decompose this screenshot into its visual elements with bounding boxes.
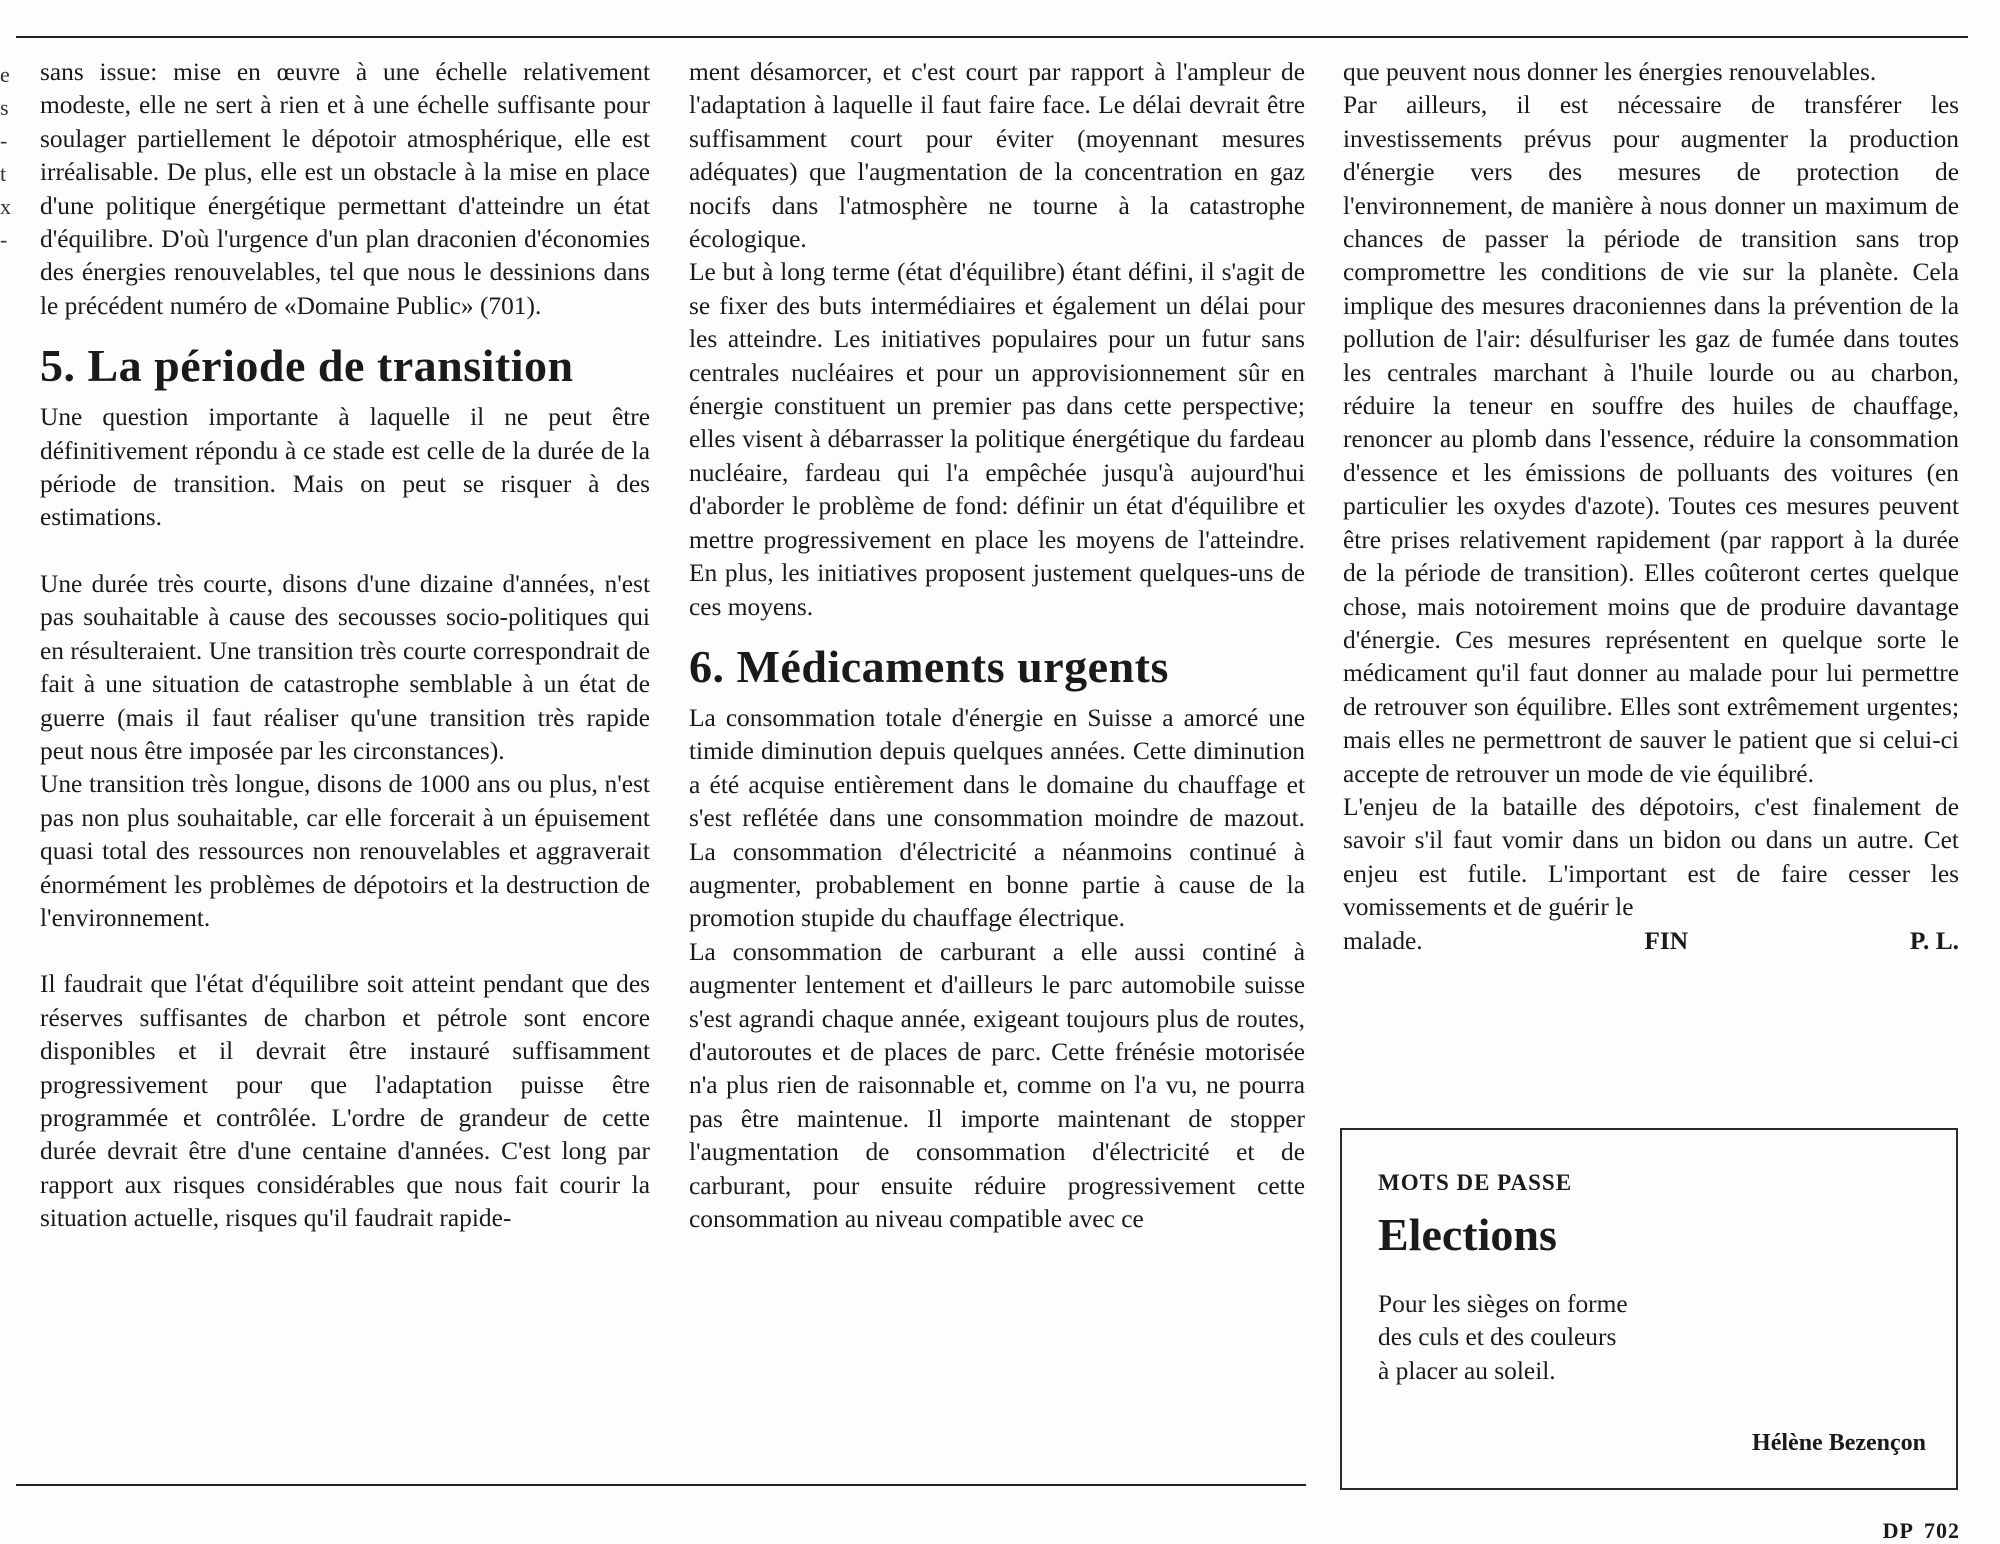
margin-fragment: t (0, 161, 7, 186)
margin-fragment: x (0, 194, 11, 219)
paragraph: sans issue: mise en œuvre à une échelle relativement modeste, elle ne sert à rien et à une échelle suffisante pour soulager partiellement le dépotoir atmosphérique, elle est irréalisable. De plus, elle est un obstacle à la mise en place d'une politique énergétique permettant d'atteindre un état d'équilibre. D'où l'urgence d'un plan draconien d'économies des énergies renouvelables, tel que nous le dessinions dans le précédent numéro de «Domaine Public» (701). (40, 58, 650, 320)
margin-fragment: s (0, 95, 9, 120)
sidebar-box (1340, 1128, 1958, 1490)
top-rule (16, 36, 1968, 38)
paragraph: Une transition très longue, disons de 1000 ans ou plus, n'est pas non plus souhaitable, car elle forcerait à un épuisement quasi total des ressources non renouvelables et aggraverait énormément les problèmes de dépotoirs et la destruction de l'environnement. (40, 770, 650, 932)
paragraph: La consommation totale d'énergie en Suisse a amorcé une timide diminution depuis quelques années. Cette diminution a été acquise entièrement dans le domaine du chauffage et s'est reflétée dans une consommation moindre de mazout. La consommation d'électricité a néanmoins continué à augmenter, probablement en bonne partie à cause de la promotion stupide du chauffage électrique. (689, 703, 1305, 933)
paragraph: Une question importante à laquelle il ne peut être définitivement répondu à ce stade est celle de la durée de la période de transition. Mais on peut se risquer à des estimations. (40, 403, 650, 532)
signoff-last-word: malade. (1343, 926, 1423, 955)
page-number-value: 702 (1924, 1518, 1960, 1543)
bottom-rule (16, 1484, 1306, 1486)
paragraph: Le but à long terme (état d'équilibre) étant défini, il s'agit de se fixer des buts intermédiaires et également un délai pour les atteindre. Les initiatives populaires pour un futur sans centrales nucléaires et pour un approvisionnement sûr en énergie constituent un premier pas dans cette perspective; elles visent à débarrasser la politique énergétique du fardeau nucléaire, fardeau qui l'a empêchée jusqu'à aujourd'hui d'aborder le problème de fond: définir un état d'équilibre et mettre progressivement en place les moyens de l'atteindre. En plus, les initiatives proposent justement quelques-uns de ces moyens. (689, 258, 1305, 621)
page-number (1883, 1518, 1960, 1544)
page-number-label: DP (1882, 1518, 1914, 1543)
poem-line: des culs et des couleurs (1378, 1323, 1617, 1352)
margin-fragment: - (0, 227, 8, 252)
column-2 (689, 56, 1305, 1236)
paragraph: L'enjeu de la bataille des dépotoirs, c'est finalement de savoir s'il faut vomir dans un bidon ou dans un autre. Cet enjeu est futile. L'important est de faire cesser les vomissements et de guérir le (1343, 792, 1959, 922)
margin-fragments (0, 58, 14, 256)
box-kicker: MOTS DE PASSE (1378, 1170, 1573, 1195)
author-initials: P. L. (1909, 926, 1959, 955)
paragraph: Il faudrait que l'état d'équilibre soit atteint pendant que des réserves suffisantes de charbon et pétrole sont encore disponibles et il devrait être instauré suffisamment progressivement pour que l'adaptation puisse être programmée et contrôlée. L'ordre de grandeur de cette durée devrait être d'une centaine d'années. C'est long par rapport aux risques considérables que nous fait courir la situation actuelle, risques qu'il faudrait rapide- (40, 970, 650, 1233)
poem-line: Pour les sièges on forme (1378, 1290, 1628, 1318)
poem (1378, 1288, 1628, 1388)
box-title: Elections (1378, 1209, 1557, 1260)
column-1 (40, 56, 650, 1236)
paragraph: La consommation de carburant a elle aussi continé à augmenter lentement et d'ailleurs le parc automobile suisse s'est agrandi chaque année, exigeant toujours plus de routes, d'autoroutes et de places de parc. Cette frénésie motorisée n'a plus rien de raisonnable et, comme on l'a vu, ne pourra pas être maintenue. Il importe maintenant de stopper l'augmentation de consommation d'électricité et de carburant, pour ensuite réduire progressivement cette consommation au niveau compatible avec ce (689, 937, 1305, 1233)
fin-marker: FIN (1644, 926, 1689, 955)
column-3 (1343, 56, 1959, 958)
section-heading-6: 6. Médicaments urgents (689, 640, 1169, 692)
paragraph: ment désamorcer, et c'est court par rapport à l'ampleur de l'adaptation à laquelle il faut faire face. Le délai devrait être suffisamment court pour éviter (moyennant mesures adéquates) que l'augmentation de la concentration en gaz nocifs dans l'atmosphère ne tourne à la catastrophe écologique. (689, 58, 1305, 254)
article-signoff (1343, 925, 1959, 958)
paragraph: Par ailleurs, il est nécessaire de transférer les investissements prévus pour augmenter la production d'énergie vers des mesures de protection de l'environnement, de manière à nous donner un maximum de chances de passer la période de transition sans trop compromettre les conditions de vie sur la planète. Cela implique des mesures draconiennes dans la prévention de la pollution de l'air: désulfuriser les gaz de fumée dans toutes les centrales marchant à l'huile lourde ou au charbon, réduire la teneur en souffre des huiles de chauffage, renoncer au plomb dans l'essence, réduire la consommation d'essence et les émissions de polluants des voitures (en particulier les oxydes d'azote). Toutes ces mesures peuvent être prises relativement rapidement (par rapport à la durée de la période de transition). Elles coûteront certes quelque chose, mais notoirement moins que de produire davantage d'énergie. Ces mesures représentent en quelque sorte le médicament qu'il faut donner au malade pour lui permettre de retrouver son équilibre. Elles sont extrêmement urgentes; mais elles ne permettront de sauver le patient que si celui-ci accepte de retrouver un mode de vie équilibré. (1343, 91, 1959, 788)
margin-fragment: e (0, 62, 10, 87)
paragraph: Une durée très courte, disons d'une dizaine d'années, n'est pas souhaitable à cause des secousses socio-politiques qui en résulteraient. Une transition très courte correspondrait de fait à une situation de catastrophe semblable à un état de guerre (mais il faut réaliser qu'une transition très rapide peut nous être imposée par les circonstances). (40, 569, 650, 765)
paragraph: que peuvent nous donner les énergies renouvelables. (1343, 58, 1877, 86)
margin-fragment: - (0, 128, 8, 153)
poem-line: à placer au soleil. (1378, 1356, 1556, 1385)
section-heading-5: 5. La période de transition (40, 340, 574, 392)
poem-author: Hélène Bezençon (1752, 1430, 1926, 1456)
